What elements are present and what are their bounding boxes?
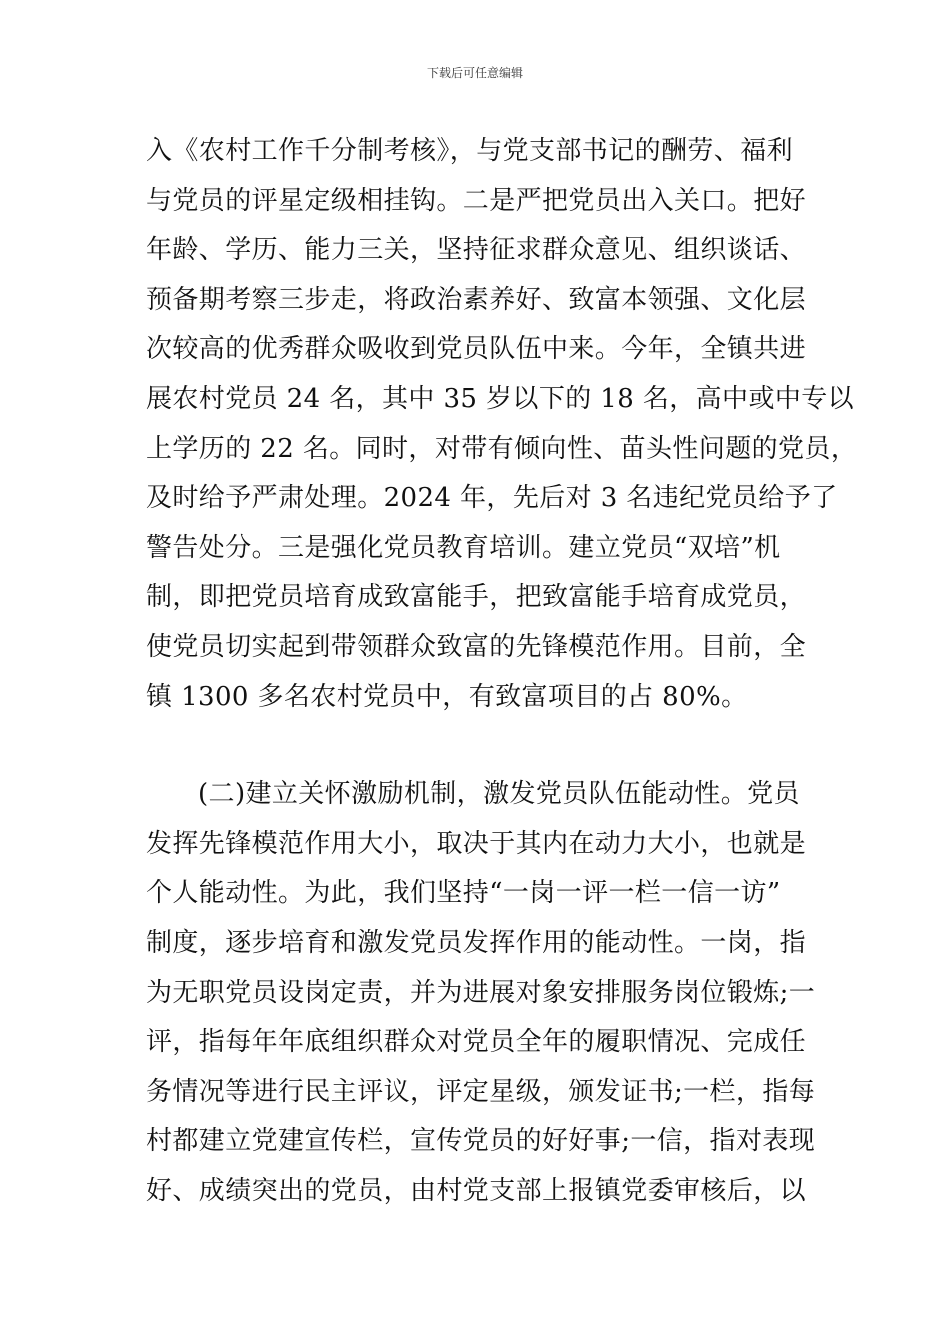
text-line-first: (二)建立关怀激励机制，激发党员队伍能动性。党员 <box>198 779 800 810</box>
text-line: 警告处分。三是强化党员教育培训。建立党员“双培”机 <box>146 532 781 563</box>
text-line: 为无职党员设岗定责，并为进展对象安排服务岗位锻炼;一 <box>146 977 816 1008</box>
document-body <box>146 131 858 1220</box>
text-line: 发挥先锋模范作用大小，取决于其内在动力大小，也就是 <box>146 828 807 859</box>
text-line: 预备期考察三步走，将政治素养好、致富本领强、文化层 <box>146 284 807 315</box>
text-line: 年龄、学历、能力三关，坚持征求群众意见、组织谈话、 <box>146 235 807 266</box>
text-line: 个人能动性。为此，我们坚持“一岗一评一栏一信一访” <box>146 878 781 909</box>
text-line: 制度，逐步培育和激发党员发挥作用的能动性。一岗，指 <box>146 927 807 958</box>
paragraph-gap <box>146 726 846 774</box>
text-line: 务情况等进行民主评议，评定星级，颁发证书;一栏，指每 <box>146 1076 816 1107</box>
text-line: 镇 1300 多名农村党员中，有致富项目的占 80%。 <box>146 681 748 712</box>
text-line: 入《农村工作千分制考核》，与党支部书记的酬劳、福利 <box>146 136 794 166</box>
text-line: 展农村党员 24 名，其中 35 岁以下的 18 名，高中或中专以 <box>146 383 855 414</box>
text-line: 与党员的评星定级相挂钩。二是严把党员出入关口。把好 <box>146 185 807 216</box>
text-line: 及时给予严肃处理。2024 年，先后对 3 名违纪党员给予了 <box>146 483 838 514</box>
paragraph-1 <box>146 131 858 726</box>
text-line: 上学历的 22 名。同时，对带有倾向性、苗头性问题的党员， <box>146 433 858 464</box>
page-header: 下载后可任意编辑 <box>426 66 523 80</box>
text-line: 好、成绩突出的党员，由村党支部上报镇党委审核后，以 <box>146 1175 807 1206</box>
text-line: 制，即把党员培育成致富能手，把致富能手培育成党员， <box>146 582 807 613</box>
text-line: 村都建立党建宣传栏，宣传党员的好好事;一信，指对表现 <box>146 1126 816 1157</box>
text-line: 次较高的优秀群众吸收到党员队伍中来。今年，全镇共进 <box>146 334 807 365</box>
paragraph-2 <box>146 774 846 1220</box>
text-line: 评，指每年年底组织群众对党员全年的履职情况、完成任 <box>146 1027 807 1058</box>
text-line: 使党员切实起到带领群众致富的先锋模范作用。目前，全 <box>146 631 807 662</box>
